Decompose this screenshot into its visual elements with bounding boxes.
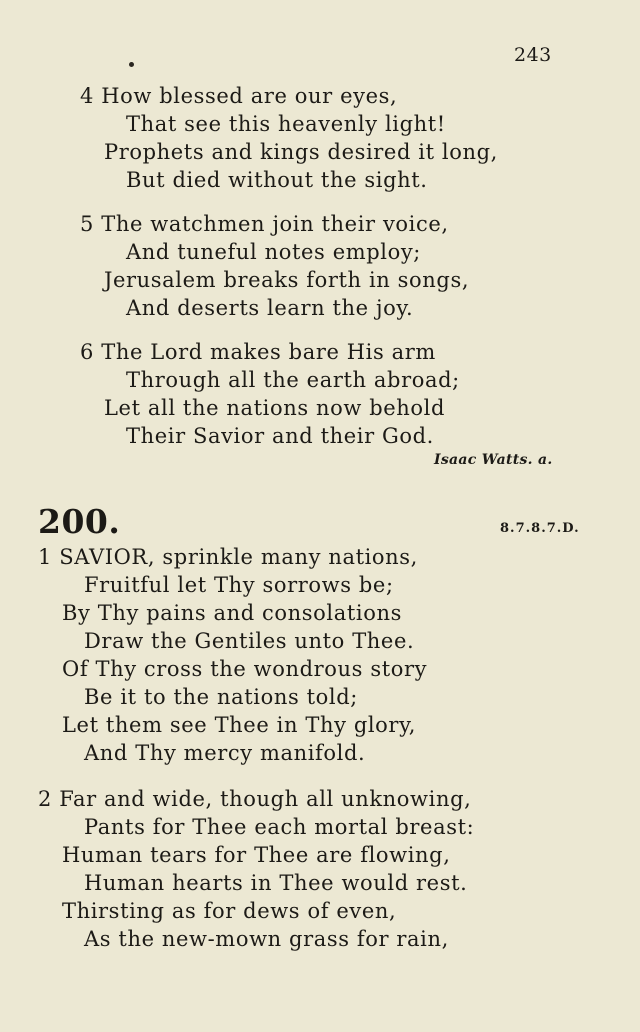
verse-line: Pants for Thee each mortal breast:: [84, 815, 475, 839]
verse-line: By Thy pains and consolations: [62, 601, 402, 625]
verse-number: 4: [80, 84, 94, 108]
verse-line: Of Thy cross the wondrous story: [62, 657, 428, 681]
verse-line: [38, 785, 471, 813]
verse-line: Human hearts in Thee would rest.: [84, 871, 468, 895]
hymn-meter: 8.7.8.7.D.: [500, 521, 580, 536]
verse-number: 6: [80, 340, 94, 364]
verse-number: 2: [38, 787, 52, 811]
verse-number: 5: [80, 212, 94, 236]
verse-text: SAVIOR, sprinkle many nations,: [59, 545, 418, 569]
verse-text: How blessed are our eyes,: [101, 84, 398, 108]
ink-speck: [129, 62, 134, 67]
verse-line: Be it to the nations told;: [84, 685, 358, 709]
verse-line: Fruitful let Thy sorrows be;: [84, 573, 394, 597]
verse-line: Their Savior and their God.: [126, 424, 434, 448]
verse-line: And Thy mercy manifold.: [84, 741, 366, 765]
verse-line: Thirsting as for dews of even,: [62, 899, 397, 923]
verse-text: The watchmen join their voice,: [101, 212, 449, 236]
verse-line: Human tears for Thee are flowing,: [62, 843, 451, 867]
verse-line: Through all the earth abroad;: [126, 368, 460, 392]
verse-line: [80, 210, 449, 238]
verse-line: And deserts learn the joy.: [126, 296, 414, 320]
verse-line: Draw the Gentiles unto Thee.: [84, 629, 415, 653]
hymn-number: 200.: [38, 502, 121, 541]
verse-line: And tuneful notes employ;: [126, 240, 421, 264]
verse-line: [80, 338, 436, 366]
verse-number: 1: [38, 545, 52, 569]
verse-text: The Lord makes bare His arm: [101, 340, 436, 364]
author-attribution: Isaac Watts. a.: [434, 452, 553, 468]
verse-line: As the new-mown grass for rain,: [84, 927, 449, 951]
verse-line: Let them see Thee in Thy glory,: [62, 713, 417, 737]
verse-line: Let all the nations now behold: [104, 396, 446, 420]
verse-line: [80, 82, 397, 110]
verse-line: Jerusalem breaks forth in songs,: [104, 268, 470, 292]
verse-line: [38, 543, 418, 571]
verse-line: But died without the sight.: [126, 168, 428, 192]
verse-line: That see this heavenly light!: [126, 112, 446, 136]
page-number: 243: [514, 44, 552, 66]
verse-line: Prophets and kings desired it long,: [104, 140, 498, 164]
verse-text: Far and wide, though all unknowing,: [59, 787, 472, 811]
